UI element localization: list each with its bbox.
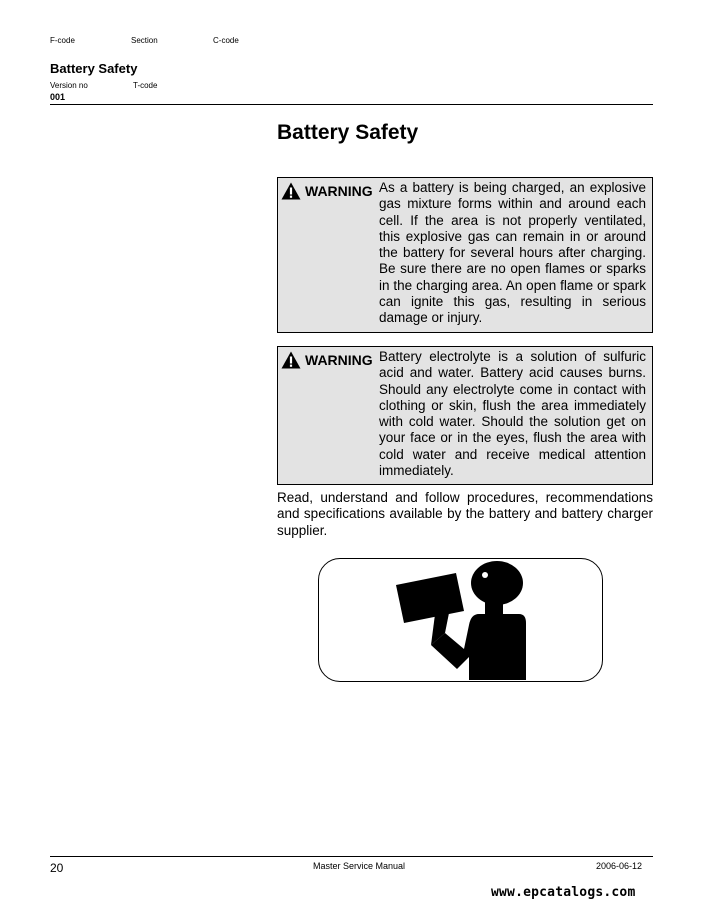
warning-label-text: WARNING — [305, 352, 373, 368]
document-title: Battery Safety — [50, 61, 138, 76]
warning-triangle-icon — [281, 182, 301, 200]
instruction-paragraph: Read, understand and follow procedures, recommendations and specifications available by the battery and battery charger supplier. — [277, 490, 653, 538]
page-number: 20 — [50, 861, 64, 875]
footer-date: 2006-06-12 — [596, 861, 643, 871]
warning-label — [281, 182, 373, 200]
warning-text: Battery electrolyte is a solution of sulfuric acid and water. Battery acid causes burns. Should any electrolyte come in contact with clothing or skin, flush the area immediately with cold water. Should the solution get on your face or in the eyes, flush the area with cold water and receive medical attention immediately. — [379, 349, 646, 479]
section-label: Section — [131, 36, 158, 45]
footer-divider — [50, 856, 653, 857]
warning-box-electrolyte — [277, 346, 653, 485]
warning-label-text: WARNING — [305, 183, 373, 199]
watermark: www.epcatalogs.com — [491, 885, 636, 900]
manual-title: Master Service Manual — [313, 861, 406, 871]
version-label: Version no — [50, 81, 88, 90]
version-value: 001 — [50, 92, 66, 102]
read-manual-icon — [319, 559, 601, 680]
ccode-label: C-code — [213, 36, 239, 45]
header-divider — [50, 104, 653, 105]
tcode-label: T-code — [133, 81, 158, 90]
read-manual-pictogram — [318, 558, 603, 682]
warning-label — [281, 351, 373, 369]
warning-box-ventilation — [277, 177, 653, 333]
warning-triangle-icon — [281, 351, 301, 369]
fcode-label: F-code — [50, 36, 75, 45]
page-title: Battery Safety — [277, 121, 419, 144]
warning-text: As a battery is being charged, an explosive gas mixture forms within and around each cell. If the area is not properly ventilated, this explosive gas can remain in or around the battery for several hours after charging. Be sure there are no open flames or sparks in the charging area. An open flame or spark can ignite this gas, resulting in serious damage or injury. — [379, 180, 646, 326]
